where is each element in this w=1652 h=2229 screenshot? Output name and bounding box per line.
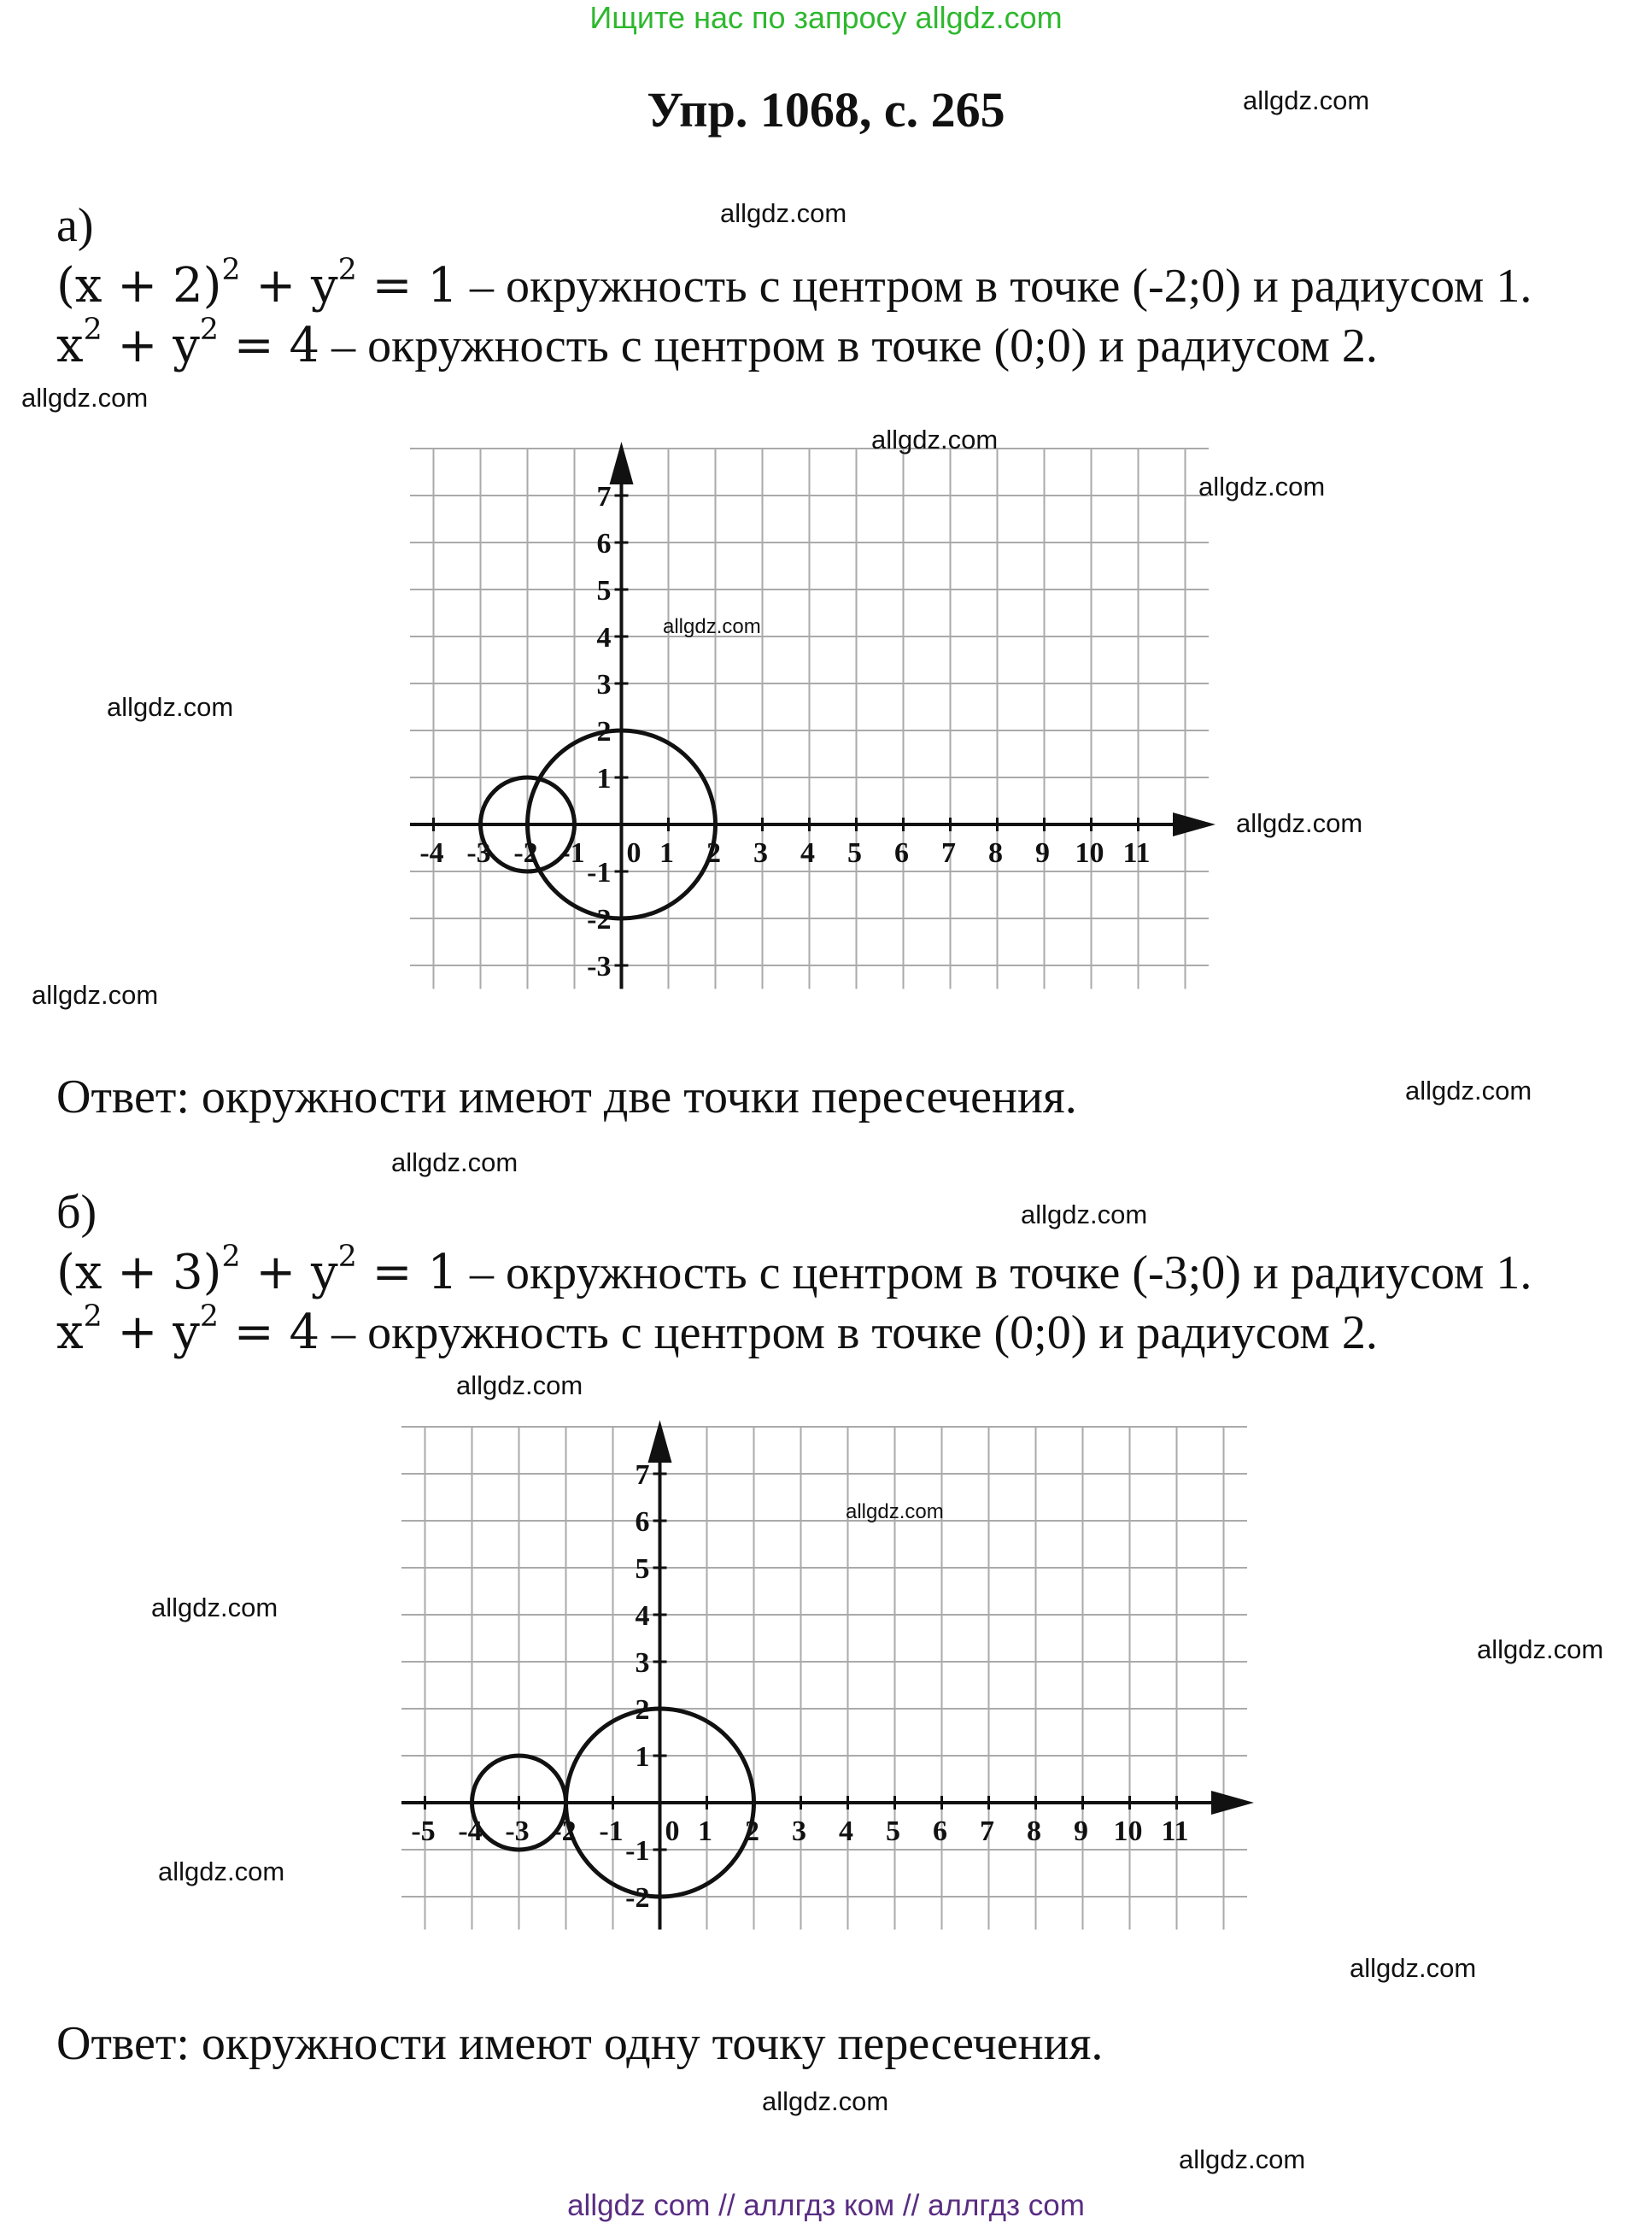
- y-tick-label: -1: [587, 857, 612, 889]
- x-tick-label: 4: [839, 1815, 853, 1847]
- x-axis-arrow: [1211, 1791, 1254, 1815]
- x-tick-label: 11: [1161, 1815, 1189, 1847]
- x-tick-label: 3: [753, 837, 768, 869]
- x-tick-label: 2: [706, 837, 721, 869]
- part-a-label: а): [56, 199, 94, 252]
- y-tick-label: 4: [635, 1600, 650, 1632]
- watermark: allgdz.com: [1236, 808, 1363, 838]
- x-tick-label: 10: [1113, 1815, 1143, 1847]
- y-tick-label: 6: [635, 1506, 650, 1538]
- y-tick-label: 6: [596, 528, 612, 560]
- x-tick-label: 9: [1035, 837, 1050, 869]
- search-banner: Ищите нас по запросу allgdz.com: [589, 0, 1063, 35]
- page-title: Упр. 1068, с. 265: [647, 82, 1005, 138]
- watermark: allgdz.com: [21, 383, 149, 413]
- footer-links: allgdz com // аллгдз ком // аллгдз com: [567, 2189, 1085, 2222]
- x-tick-label: 4: [800, 837, 815, 869]
- watermark: allgdz.com: [1021, 1200, 1148, 1229]
- x-axis-arrow: [1173, 812, 1216, 836]
- watermark: allgdz.com: [720, 198, 847, 228]
- x-tick-label: 10: [1075, 837, 1104, 869]
- x-tick-label: 6: [933, 1815, 947, 1847]
- y-tick-label: 4: [596, 622, 612, 654]
- watermark: allgdz.com: [1405, 1076, 1532, 1106]
- watermark: allgdz.com: [151, 1593, 278, 1622]
- y-tick-label: 7: [635, 1459, 650, 1491]
- x-tick-label: 11: [1122, 837, 1151, 869]
- x-tick-label: -4: [419, 837, 444, 869]
- y-tick-label: 2: [635, 1694, 650, 1726]
- y-tick-label: -2: [625, 1882, 650, 1914]
- part-b-equation-2: $x^2 + y^2 = 4$ – окружность с центром в точке (0;0) и радиусом 2.: [56, 1299, 1378, 1360]
- x-tick-label: 5: [886, 1815, 900, 1847]
- x-tick-label: -3: [505, 1815, 530, 1847]
- part-b-label: б): [56, 1186, 97, 1239]
- x-tick-label: -2: [513, 837, 538, 869]
- watermark: allgdz.com: [846, 1500, 944, 1523]
- y-tick-label: 7: [596, 481, 612, 513]
- x-tick-label: 9: [1074, 1815, 1088, 1847]
- y-tick-label: -3: [587, 951, 612, 983]
- y-tick-label: 3: [635, 1647, 650, 1679]
- watermark: allgdz.com: [1477, 1634, 1604, 1664]
- y-tick-label: 2: [596, 716, 612, 748]
- x-tick-label: 1: [698, 1815, 712, 1847]
- x-tick-label: 1: [659, 837, 674, 869]
- watermark: allgdz.com: [1179, 2144, 1306, 2174]
- watermark: allgdz.com: [663, 615, 761, 638]
- y-tick-label: -1: [625, 1835, 650, 1867]
- x-tick-label: 5: [847, 837, 862, 869]
- part-a-eq1-lhs: $(x + 2)^2 + y^2 = 1$: [56, 252, 458, 314]
- part-a-equation-2: $x^2 + y^2 = 4$ – окружность с центром в точке (0;0) и радиусом 2.: [56, 312, 1378, 373]
- y-tick-label: -2: [587, 904, 612, 936]
- y-tick-label: 1: [596, 763, 612, 795]
- watermark: allgdz.com: [1243, 85, 1370, 115]
- watermark: allgdz.com: [1198, 472, 1326, 502]
- watermark: allgdz.com: [456, 1370, 583, 1400]
- part-a-eq2-lhs: $x^2 + y^2 = 4$: [56, 312, 320, 373]
- y-tick-label: 1: [635, 1741, 650, 1773]
- watermark: allgdz.com: [762, 2086, 889, 2116]
- x-tick-label: -3: [466, 837, 491, 869]
- watermark: allgdz.com: [32, 980, 159, 1010]
- graph-b: [384, 1410, 1264, 1947]
- x-tick-label: 8: [988, 837, 1003, 869]
- x-tick-label: 7: [941, 837, 956, 869]
- watermark: allgdz.com: [391, 1147, 518, 1177]
- graph-a: [393, 431, 1226, 1006]
- x-tick-label: -5: [411, 1815, 436, 1847]
- x-tick-label: 2: [745, 1815, 759, 1847]
- x-tick-label: 3: [792, 1815, 806, 1847]
- x-tick-label: 6: [894, 837, 909, 869]
- watermark: allgdz.com: [1350, 1953, 1477, 1983]
- x-tick-label: 0: [665, 1815, 680, 1847]
- x-tick-label: -1: [599, 1815, 624, 1847]
- y-tick-label: 5: [635, 1553, 650, 1585]
- x-tick-label: 0: [626, 837, 641, 869]
- part-b-eq2-lhs: $x^2 + y^2 = 4$: [56, 1299, 320, 1360]
- part-b-equation-1: $(x + 3)^2 + y^2 = 1$ – окружность с центром в точке (-3;0) и радиусом 1.: [56, 1239, 1532, 1300]
- part-a-equation-1: $(x + 2)^2 + y^2 = 1$ – окружность с центром в точке (-2;0) и радиусом 1.: [56, 252, 1532, 314]
- x-tick-label: -4: [458, 1815, 483, 1847]
- x-tick-label: 8: [1027, 1815, 1041, 1847]
- watermark: allgdz.com: [871, 425, 999, 455]
- x-tick-label: -2: [552, 1815, 577, 1847]
- part-b-answer: Ответ: окружности имеют одну точку пересечения.: [56, 2017, 1104, 2070]
- watermark: allgdz.com: [158, 1857, 285, 1886]
- part-a-answer: Ответ: окружности имеют две точки пересечения.: [56, 1071, 1077, 1123]
- x-tick-label: -1: [560, 837, 585, 869]
- watermark: allgdz.com: [107, 692, 234, 722]
- x-tick-label: 7: [980, 1815, 994, 1847]
- y-tick-label: 5: [596, 575, 612, 607]
- part-b-eq1-lhs: $(x + 3)^2 + y^2 = 1$: [56, 1239, 458, 1300]
- y-tick-label: 3: [596, 669, 612, 701]
